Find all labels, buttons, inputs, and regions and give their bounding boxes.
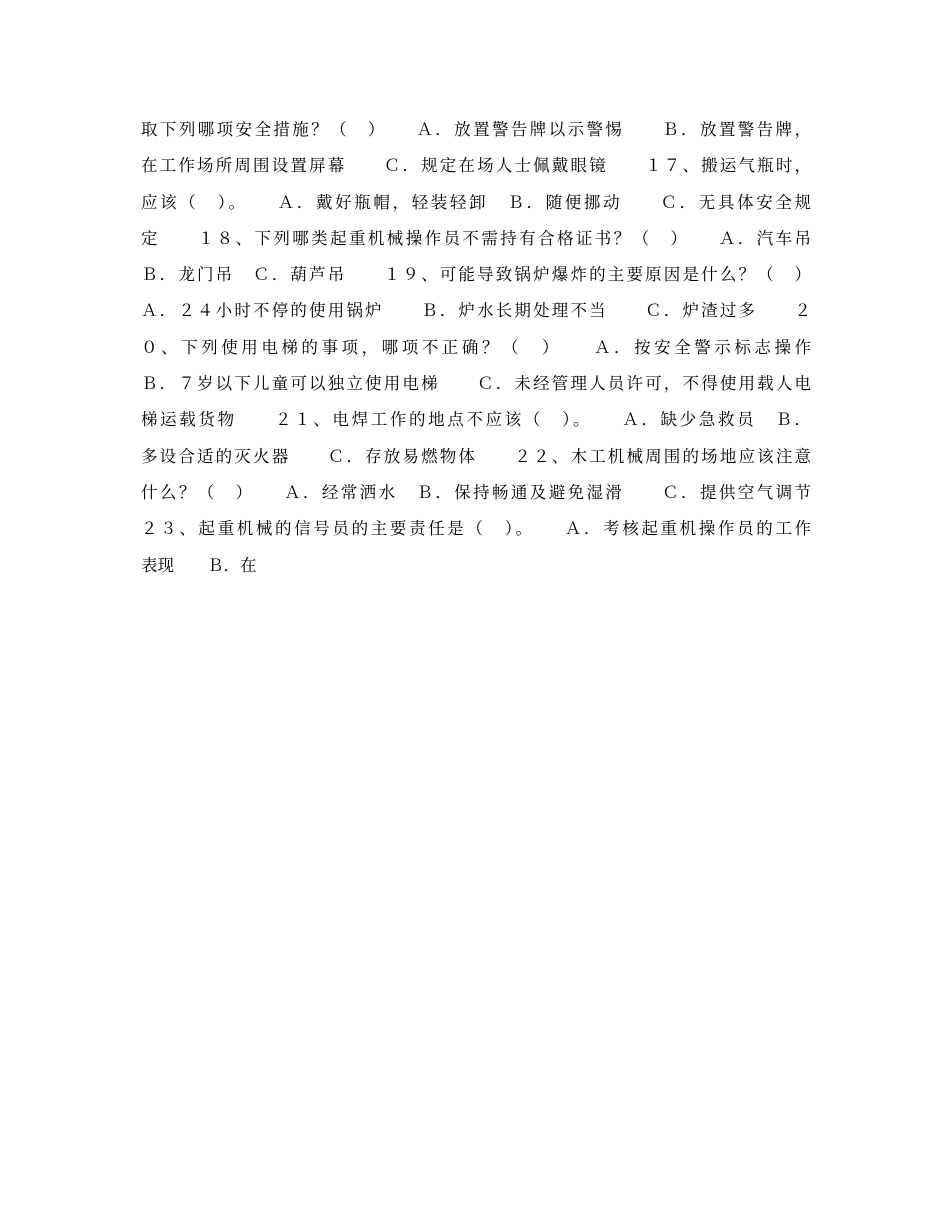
text-line: Ｂ．龙门吊 Ｃ．葫芦吊 １９、可能导致锅炉爆炸的主要原因是什么？（ ）: [141, 265, 811, 285]
text-line: 什么？（ ） Ａ．经常洒水 Ｂ．保持畅通及避免湿滑 Ｃ．提供空气调节: [141, 482, 811, 502]
text-line: 定 １８、下列哪类起重机械操作员不需持有合格证书？（ ） Ａ．汽车吊: [141, 228, 811, 248]
text-line: 多设合适的灭火器 Ｃ．存放易燃物体 ２２、木工机械周围的场地应该注意: [141, 446, 811, 466]
text-line: ２３、起重机械的信号员的主要责任是（ ）。 Ａ．考核起重机操作员的工作: [141, 519, 811, 539]
text-line: 取下列哪项安全措施？（ ） Ａ．放置警告牌以示警惕 Ｂ．放置警告牌，: [141, 120, 811, 139]
text-line: 在工作场所周围设置屏幕 Ｃ．规定在场人士佩戴眼镜 １７、搬运气瓶时，: [141, 156, 811, 176]
text-line: 梯运载货物 ２１、电焊工作的地点不应该（ ）。 Ａ．缺少急救员 Ｂ．: [141, 410, 811, 430]
text-line: Ａ．２４小时不停的使用锅炉 Ｂ．炉水长期处理不当 Ｃ．炉渣过多 ２: [141, 301, 811, 321]
text-line: 表现 Ｂ．在: [141, 555, 257, 575]
text-line: Ｂ．７岁以下儿童可以独立使用电梯 Ｃ．未经管理人员许可，不得使用载人电: [141, 374, 811, 394]
text-line: 应该（ ）。 Ａ．戴好瓶帽，轻装轻卸 Ｂ．随便挪动 Ｃ．无具体安全规: [141, 192, 811, 212]
text-line: ０、下列使用电梯的事项，哪项不正确？（ ） Ａ．按安全警示标志操作: [141, 337, 811, 357]
body-text: [141, 115, 811, 587]
